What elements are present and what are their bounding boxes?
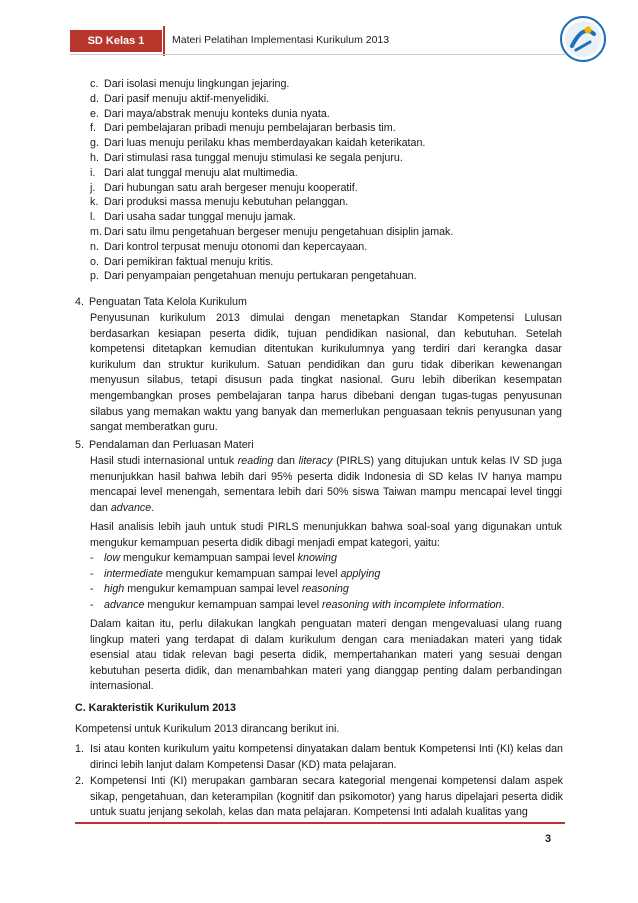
category-term: high: [104, 583, 125, 595]
footer-rule: [75, 822, 565, 824]
list-item-label: o.: [90, 255, 99, 268]
list-item: [90, 225, 453, 239]
header-title: Materi Pelatihan Implementasi Kurikulum 2013: [172, 34, 390, 46]
item-5-paragraph-3: Dalam kaitan itu, perlu dilakukan langkah penguatan materi dengan mengevaluasi ulang ruang lingkup materi yang terdapat di dalam kurikulum dengan cara meniadakan materi yang tidak esensial atau tidak relevan bagi peserta didik, mempertahankan materi yang sesuai dengan kebutuhan peserta didik, dan menambahkan materi yang dianggap penting dalam perbandingan internasional.: [90, 618, 562, 693]
item-4-number: 4.: [75, 296, 84, 308]
list-item: [90, 92, 269, 106]
list-item: [90, 136, 425, 150]
category-description: mengukur kemampuan sampai level: [162, 567, 341, 580]
list-item: [90, 240, 367, 254]
list-item-label: m.: [90, 226, 102, 238]
item-5-number: 5.: [75, 439, 84, 451]
list-item: [90, 121, 396, 135]
list-item-text: Dari hubungan satu arah bergeser menuju kooperatif.: [104, 181, 358, 194]
list-item: [90, 166, 298, 180]
item-4-heading-text: Penguatan Tata Kelola Kurikulum: [89, 296, 247, 308]
section-c-item-2-number: 2.: [75, 775, 84, 787]
list-item: [90, 210, 296, 224]
category-item: [90, 551, 337, 566]
p1-text-d: .: [151, 501, 155, 514]
list-item-label: p.: [90, 270, 99, 283]
category-level: reasoning with incomplete information: [322, 598, 502, 611]
category-description: mengukur kemampuan sampai level: [124, 583, 302, 595]
list-item: [90, 77, 289, 91]
list-item: [90, 181, 358, 195]
list-item: [90, 269, 417, 283]
list-item-label: i.: [90, 166, 96, 179]
list-item-text: Dari alat tunggal menuju alat multimedia.: [104, 166, 298, 179]
list-item-label: j.: [90, 181, 96, 194]
section-c-item-1: [75, 742, 563, 773]
category-term: advance: [104, 598, 145, 611]
category-description: mengukur kemampuan sampai level: [144, 598, 323, 611]
list-item-label: d.: [90, 92, 99, 105]
term-advance: advance: [110, 501, 152, 514]
section-c-item-2: [75, 774, 563, 821]
category-dash: -: [90, 567, 94, 580]
category-term: low: [104, 552, 121, 564]
list-item-text: Dari maya/abstrak menuju konteks dunia nyata.: [104, 107, 330, 120]
header-tab: SD Kelas 1: [70, 30, 162, 52]
category-item: [90, 582, 349, 597]
list-item-text: Dari produksi massa menuju kebutuhan pelanggan.: [104, 196, 349, 209]
list-item-text: Dari stimulasi rasa tunggal menuju stimulasi ke segala penjuru.: [104, 152, 403, 164]
list-item-text: Dari isolasi menuju lingkungan jejaring.: [104, 78, 290, 90]
p1-text-b: dan: [273, 455, 299, 467]
section-c-heading: C. Karakteristik Kurikulum 2013: [75, 702, 236, 714]
list-item-text: Dari pemikiran faktual menuju kritis.: [104, 255, 274, 268]
category-item: [90, 598, 504, 613]
list-item: [90, 195, 348, 209]
section-c-item-1-text: Isi atau konten kurikulum yaitu kompetensi dinyatakan dalam bentuk Kompetensi Inti (KI) kelas dan dirinci lebih lanjut dalam Kompetensi Dasar (KD) mata pelajaran.: [90, 743, 563, 771]
item-5-heading: [75, 438, 254, 452]
section-c-intro: Kompetensi untuk Kurikulum 2013 dirancang berikut ini.: [75, 723, 340, 735]
list-item: [90, 151, 403, 165]
term-reading: reading: [237, 455, 274, 467]
category-item: [90, 567, 380, 582]
section-c-item-1-number: 1.: [75, 743, 84, 755]
list-item: [90, 255, 273, 269]
category-level: knowing: [297, 552, 337, 564]
term-literacy: literacy: [298, 455, 333, 467]
list-item-text: Dari pasif menuju aktif-menyelidiki.: [104, 92, 270, 105]
list-item-label: l.: [90, 211, 96, 224]
list-item-label: f.: [90, 122, 96, 135]
list-item-text: Dari satu ilmu pengetahuan bergeser menuju pengetahuan disiplin jamak.: [104, 226, 454, 238]
category-description: mengukur kemampuan sampai level: [120, 552, 298, 564]
category-level: reasoning: [301, 583, 349, 595]
list-item-text: Dari penyampaian pengetahuan menuju pertukaran pengetahuan.: [104, 270, 417, 283]
list-item-text: Dari luas menuju perilaku khas memberdayakan kaidah keterikatan.: [104, 137, 426, 150]
page-number: 3: [545, 833, 552, 845]
category-term: intermediate: [104, 567, 163, 580]
list-item-label: k.: [90, 196, 99, 209]
category-dash: -: [90, 583, 94, 595]
category-end: .: [501, 598, 505, 611]
category-dash: -: [90, 552, 94, 564]
category-dash: -: [90, 598, 94, 611]
list-item-text: Dari usaha sadar tunggal menuju jamak.: [104, 211, 296, 224]
item-4-paragraph: Penyusunan kurikulum 2013 dimulai dengan menetapkan Standar Kompetensi Lulusan berdasarkan kesiapan peserta didik, tujuan pendidikan nasional, dan kebutuhan. Setelah kompetensi ditetapkan kemudian ditentukan kurikulumnya yang terdiri dari kerangka dasar kurikulum dan struktur kurikulum. Satuan pendidikan dan guru tidak diberikan kewenangan menyusun silabus, tetapi disusun pada tingkat nasional. Guru lebih diberikan kesempatan mengembangkan proses pembelajaran tanpa harus dibebani dengan tugas-tugas penyusunan silabus yang memakan waktu yang banyak dan memerlukan penguasaan teknis penyusunan yang sangat memberatkan guru.: [90, 312, 562, 434]
p1-text-a: Hasil studi internasional untuk: [90, 455, 238, 467]
item-5-heading-text: Pendalaman dan Perluasan Materi: [89, 439, 254, 451]
item-4-heading: [75, 295, 247, 309]
list-item-label: h.: [90, 152, 99, 164]
section-c-item-2-text: Kompetensi Inti (KI) merupakan gambaran secara kategorial mengenai kompetensi dalam aspek sikap, pengetahuan, dan keterampilan (kognitif dan psikomotor) yang harus dipelajari peserta didik untuk suatu jenjang sekolah, kelas dan mata pelajaran. Kompetensi Inti adalah kualitas yang: [90, 775, 563, 819]
list-item-text: Dari pembelajaran pribadi menuju pembelajaran berbasis tim.: [104, 122, 396, 135]
category-level: applying: [340, 567, 381, 580]
item-5-paragraph-1: [90, 454, 562, 516]
item-5-paragraph-2: Hasil analisis lebih jauh untuk studi PIRLS menunjukkan bahwa soal-soal yang digunakan untuk mengukur kemampuan peserta didik dibagi menjadi empat kategori, yaitu:: [90, 521, 562, 549]
list-item-label: n.: [90, 240, 99, 253]
p1-text-c: (PIRLS) yang ditujukan untuk kelas IV SD juga menunjukkan hasil bahwa lebih dari 95% peserta didik Indonesia di SD kelas IV hanya mampu mencapai level menengah, sementara lebih dari 50% siswa Taiwan mampu mencapai level tinggi dan: [90, 455, 562, 514]
list-item-text: Dari kontrol terpusat menuju otonomi dan kepercayaan.: [104, 240, 368, 253]
list-item-label: e.: [90, 107, 99, 120]
list-item-label: g.: [90, 137, 99, 150]
list-item-label: c.: [90, 78, 99, 90]
list-item: [90, 107, 330, 121]
